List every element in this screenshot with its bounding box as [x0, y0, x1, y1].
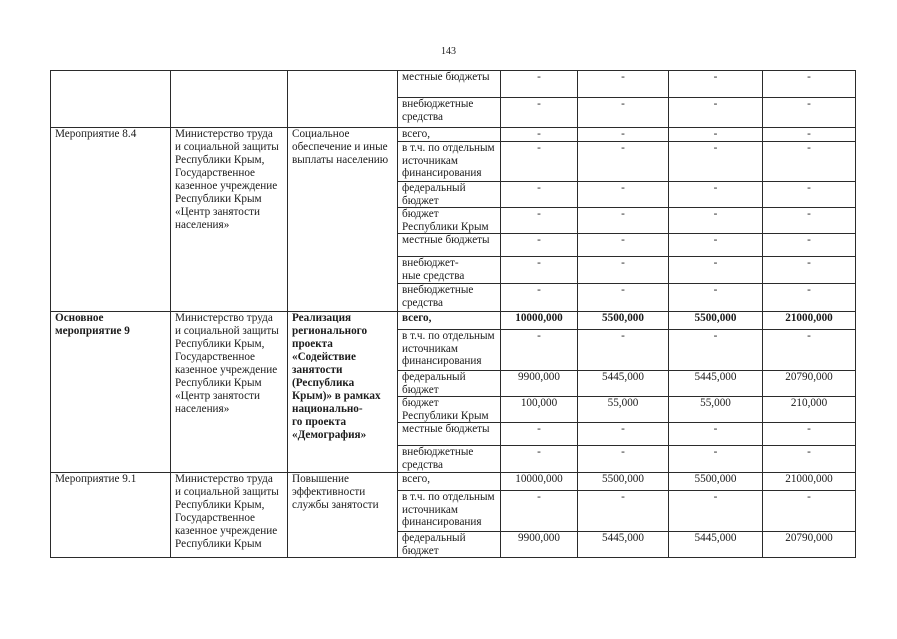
amount-cell: 5445,000 — [669, 532, 763, 558]
funding-source-cell: местные бюджеты — [398, 423, 501, 446]
funding-source-cell: бюджет Республики Крым — [398, 208, 501, 234]
amount-cell: - — [669, 71, 763, 98]
amount-cell: - — [763, 71, 856, 98]
amount-cell: - — [763, 98, 856, 128]
amount-cell: - — [763, 208, 856, 234]
amount-cell: - — [669, 446, 763, 473]
amount-cell: - — [669, 98, 763, 128]
amount-cell: - — [763, 128, 856, 142]
funding-source-cell: в т.ч. по отдельным источникам финансирования — [398, 330, 501, 371]
event-description-cell: Реализация регионального проекта «Содействие занятости (Республика Крым)» в рамках национально- го проекта «Демография» — [288, 312, 398, 473]
amount-cell: - — [501, 128, 578, 142]
amount-cell: - — [501, 446, 578, 473]
amount-cell: - — [763, 284, 856, 312]
funding-table — [50, 70, 856, 558]
amount-cell: - — [669, 142, 763, 182]
amount-cell: - — [578, 128, 669, 142]
funding-source-cell: в т.ч. по отдельным источникам финансирования — [398, 491, 501, 532]
event-name-cell: Основное мероприятие 9 — [51, 312, 171, 473]
amount-cell: 5445,000 — [578, 532, 669, 558]
amount-cell: - — [501, 71, 578, 98]
amount-cell: - — [578, 284, 669, 312]
amount-cell: - — [578, 71, 669, 98]
amount-cell: - — [669, 257, 763, 284]
amount-cell: - — [578, 182, 669, 208]
amount-cell: - — [578, 446, 669, 473]
amount-cell: - — [578, 330, 669, 371]
amount-cell: 10000,000 — [501, 312, 578, 330]
funding-source-cell: внебюджетные средства — [398, 98, 501, 128]
funding-source-cell: в т.ч. по отдельным источникам финансирования — [398, 142, 501, 182]
event-name-cell: Мероприятие 9.1 — [51, 473, 171, 558]
amount-cell: - — [763, 182, 856, 208]
amount-cell: 5445,000 — [578, 371, 669, 397]
amount-cell: - — [669, 284, 763, 312]
amount-cell: 5500,000 — [578, 312, 669, 330]
amount-cell: - — [763, 257, 856, 284]
event-name-cell: Мероприятие 8.4 — [51, 128, 171, 312]
amount-cell: - — [501, 491, 578, 532]
amount-cell: - — [669, 182, 763, 208]
amount-cell: 9900,000 — [501, 371, 578, 397]
funding-source-cell: внебюджетные средства — [398, 284, 501, 312]
amount-cell: - — [669, 208, 763, 234]
amount-cell: 9900,000 — [501, 532, 578, 558]
event-description-cell — [288, 71, 398, 128]
funding-source-cell: всего, — [398, 312, 501, 330]
funding-source-cell: местные бюджеты — [398, 234, 501, 257]
amount-cell: - — [501, 98, 578, 128]
table-row — [51, 473, 856, 491]
amount-cell: 5500,000 — [669, 312, 763, 330]
funding-source-cell: федеральный бюджет — [398, 532, 501, 558]
executor-cell: Министерство труда и социальной защиты Республики Крым, Государственное казенное учреждение Республики Крым — [171, 473, 288, 558]
amount-cell: - — [763, 142, 856, 182]
funding-source-cell: всего, — [398, 128, 501, 142]
executor-cell — [171, 71, 288, 128]
amount-cell: 20790,000 — [763, 371, 856, 397]
amount-cell: - — [763, 234, 856, 257]
amount-cell: - — [669, 234, 763, 257]
amount-cell: 21000,000 — [763, 312, 856, 330]
executor-cell: Министерство труда и социальной защиты Республики Крым, Государственное казенное учреждение Республики Крым «Центр занятости населения» — [171, 312, 288, 473]
amount-cell: 55,000 — [669, 397, 763, 423]
amount-cell: - — [578, 142, 669, 182]
amount-cell: - — [501, 284, 578, 312]
funding-source-cell: федеральный бюджет — [398, 371, 501, 397]
amount-cell: 5500,000 — [578, 473, 669, 491]
funding-source-cell: внебюджет- ные средства — [398, 257, 501, 284]
amount-cell: - — [578, 208, 669, 234]
amount-cell: - — [763, 491, 856, 532]
amount-cell: 5500,000 — [669, 473, 763, 491]
amount-cell: - — [501, 142, 578, 182]
amount-cell: 20790,000 — [763, 532, 856, 558]
amount-cell: - — [501, 423, 578, 446]
amount-cell: - — [578, 491, 669, 532]
funding-source-cell: всего, — [398, 473, 501, 491]
amount-cell: - — [578, 257, 669, 284]
funding-source-cell: федеральный бюджет — [398, 182, 501, 208]
table-row — [51, 128, 856, 142]
amount-cell: - — [669, 330, 763, 371]
amount-cell: 210,000 — [763, 397, 856, 423]
amount-cell: 10000,000 — [501, 473, 578, 491]
amount-cell: - — [669, 491, 763, 532]
amount-cell: - — [578, 98, 669, 128]
event-name-cell — [51, 71, 171, 128]
amount-cell: - — [763, 423, 856, 446]
funding-source-cell: бюджет Республики Крым — [398, 397, 501, 423]
amount-cell: 100,000 — [501, 397, 578, 423]
amount-cell: - — [501, 208, 578, 234]
amount-cell: - — [578, 234, 669, 257]
funding-source-cell: внебюджетные средства — [398, 446, 501, 473]
amount-cell: 55,000 — [578, 397, 669, 423]
amount-cell: - — [501, 182, 578, 208]
table-row — [51, 312, 856, 330]
amount-cell: 5445,000 — [669, 371, 763, 397]
funding-table-body — [51, 71, 856, 558]
amount-cell: - — [501, 257, 578, 284]
page-number: 143 — [441, 46, 456, 57]
amount-cell: - — [578, 423, 669, 446]
amount-cell: - — [669, 128, 763, 142]
amount-cell: - — [501, 330, 578, 371]
amount-cell: - — [501, 234, 578, 257]
amount-cell: - — [763, 330, 856, 371]
event-description-cell: Повышение эффективности службы занятости — [288, 473, 398, 558]
event-description-cell: Социальное обеспечение и иные выплаты населению — [288, 128, 398, 312]
amount-cell: - — [763, 446, 856, 473]
amount-cell: - — [669, 423, 763, 446]
amount-cell: 21000,000 — [763, 473, 856, 491]
executor-cell: Министерство труда и социальной защиты Республики Крым, Государственное казенное учреждение Республики Крым «Центр занятости населения» — [171, 128, 288, 312]
funding-source-cell: местные бюджеты — [398, 71, 501, 98]
table-row — [51, 71, 856, 98]
